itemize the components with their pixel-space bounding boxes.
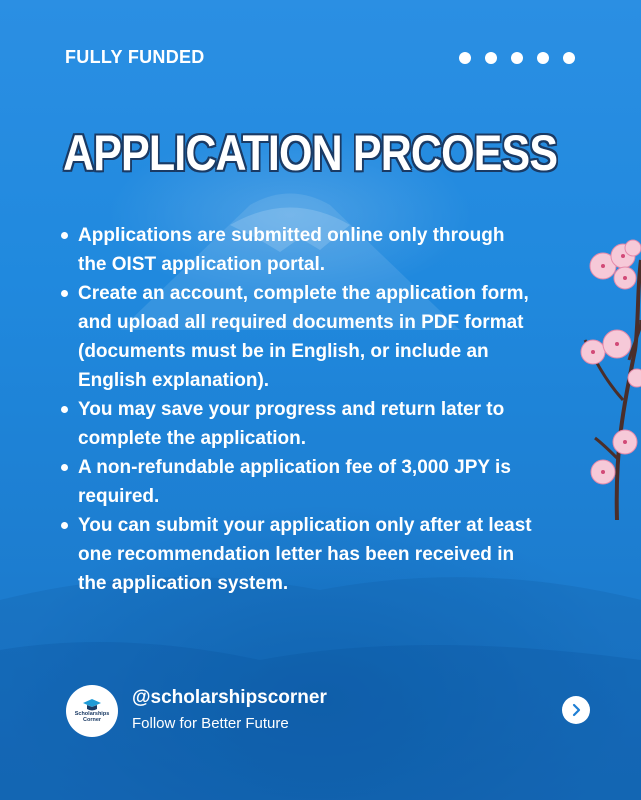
- list-item: A non-refundable application fee of 3,000 JPY is required.: [58, 453, 538, 511]
- avatar[interactable]: [66, 685, 118, 737]
- pager-dot[interactable]: [563, 52, 575, 64]
- list-item: Create an account, complete the application form, and upload all required documents in PDF format (documents must be in English, or include an English explanation).: [58, 279, 538, 395]
- next-button[interactable]: [562, 696, 590, 724]
- application-steps-list: [58, 221, 538, 598]
- list-item: You can submit your application only after at least one recommendation letter has been received in the application system.: [58, 511, 538, 598]
- logo-text: Scholarships Corner: [74, 711, 110, 723]
- pager-dot[interactable]: [511, 52, 523, 64]
- profile-footer: [66, 685, 596, 745]
- pager-dot[interactable]: [537, 52, 549, 64]
- cherry-blossom-icon: [545, 230, 641, 550]
- pager-dots: [459, 52, 575, 64]
- tagline: Follow for Better Future: [132, 715, 289, 732]
- chevron-right-icon: [569, 703, 583, 717]
- list-item: You may save your progress and return later to complete the application.: [58, 395, 538, 453]
- fully-funded-label: FULLY FUNDED: [65, 47, 205, 67]
- graduation-cap-icon: [83, 699, 101, 711]
- account-handle[interactable]: @scholarshipscorner: [132, 687, 327, 708]
- list-item: Applications are submitted online only through the OIST application portal.: [58, 221, 538, 279]
- pager-dot[interactable]: [485, 52, 497, 64]
- page-title: APPLICATION PRCOESS: [63, 125, 558, 181]
- pager-dot[interactable]: [459, 52, 471, 64]
